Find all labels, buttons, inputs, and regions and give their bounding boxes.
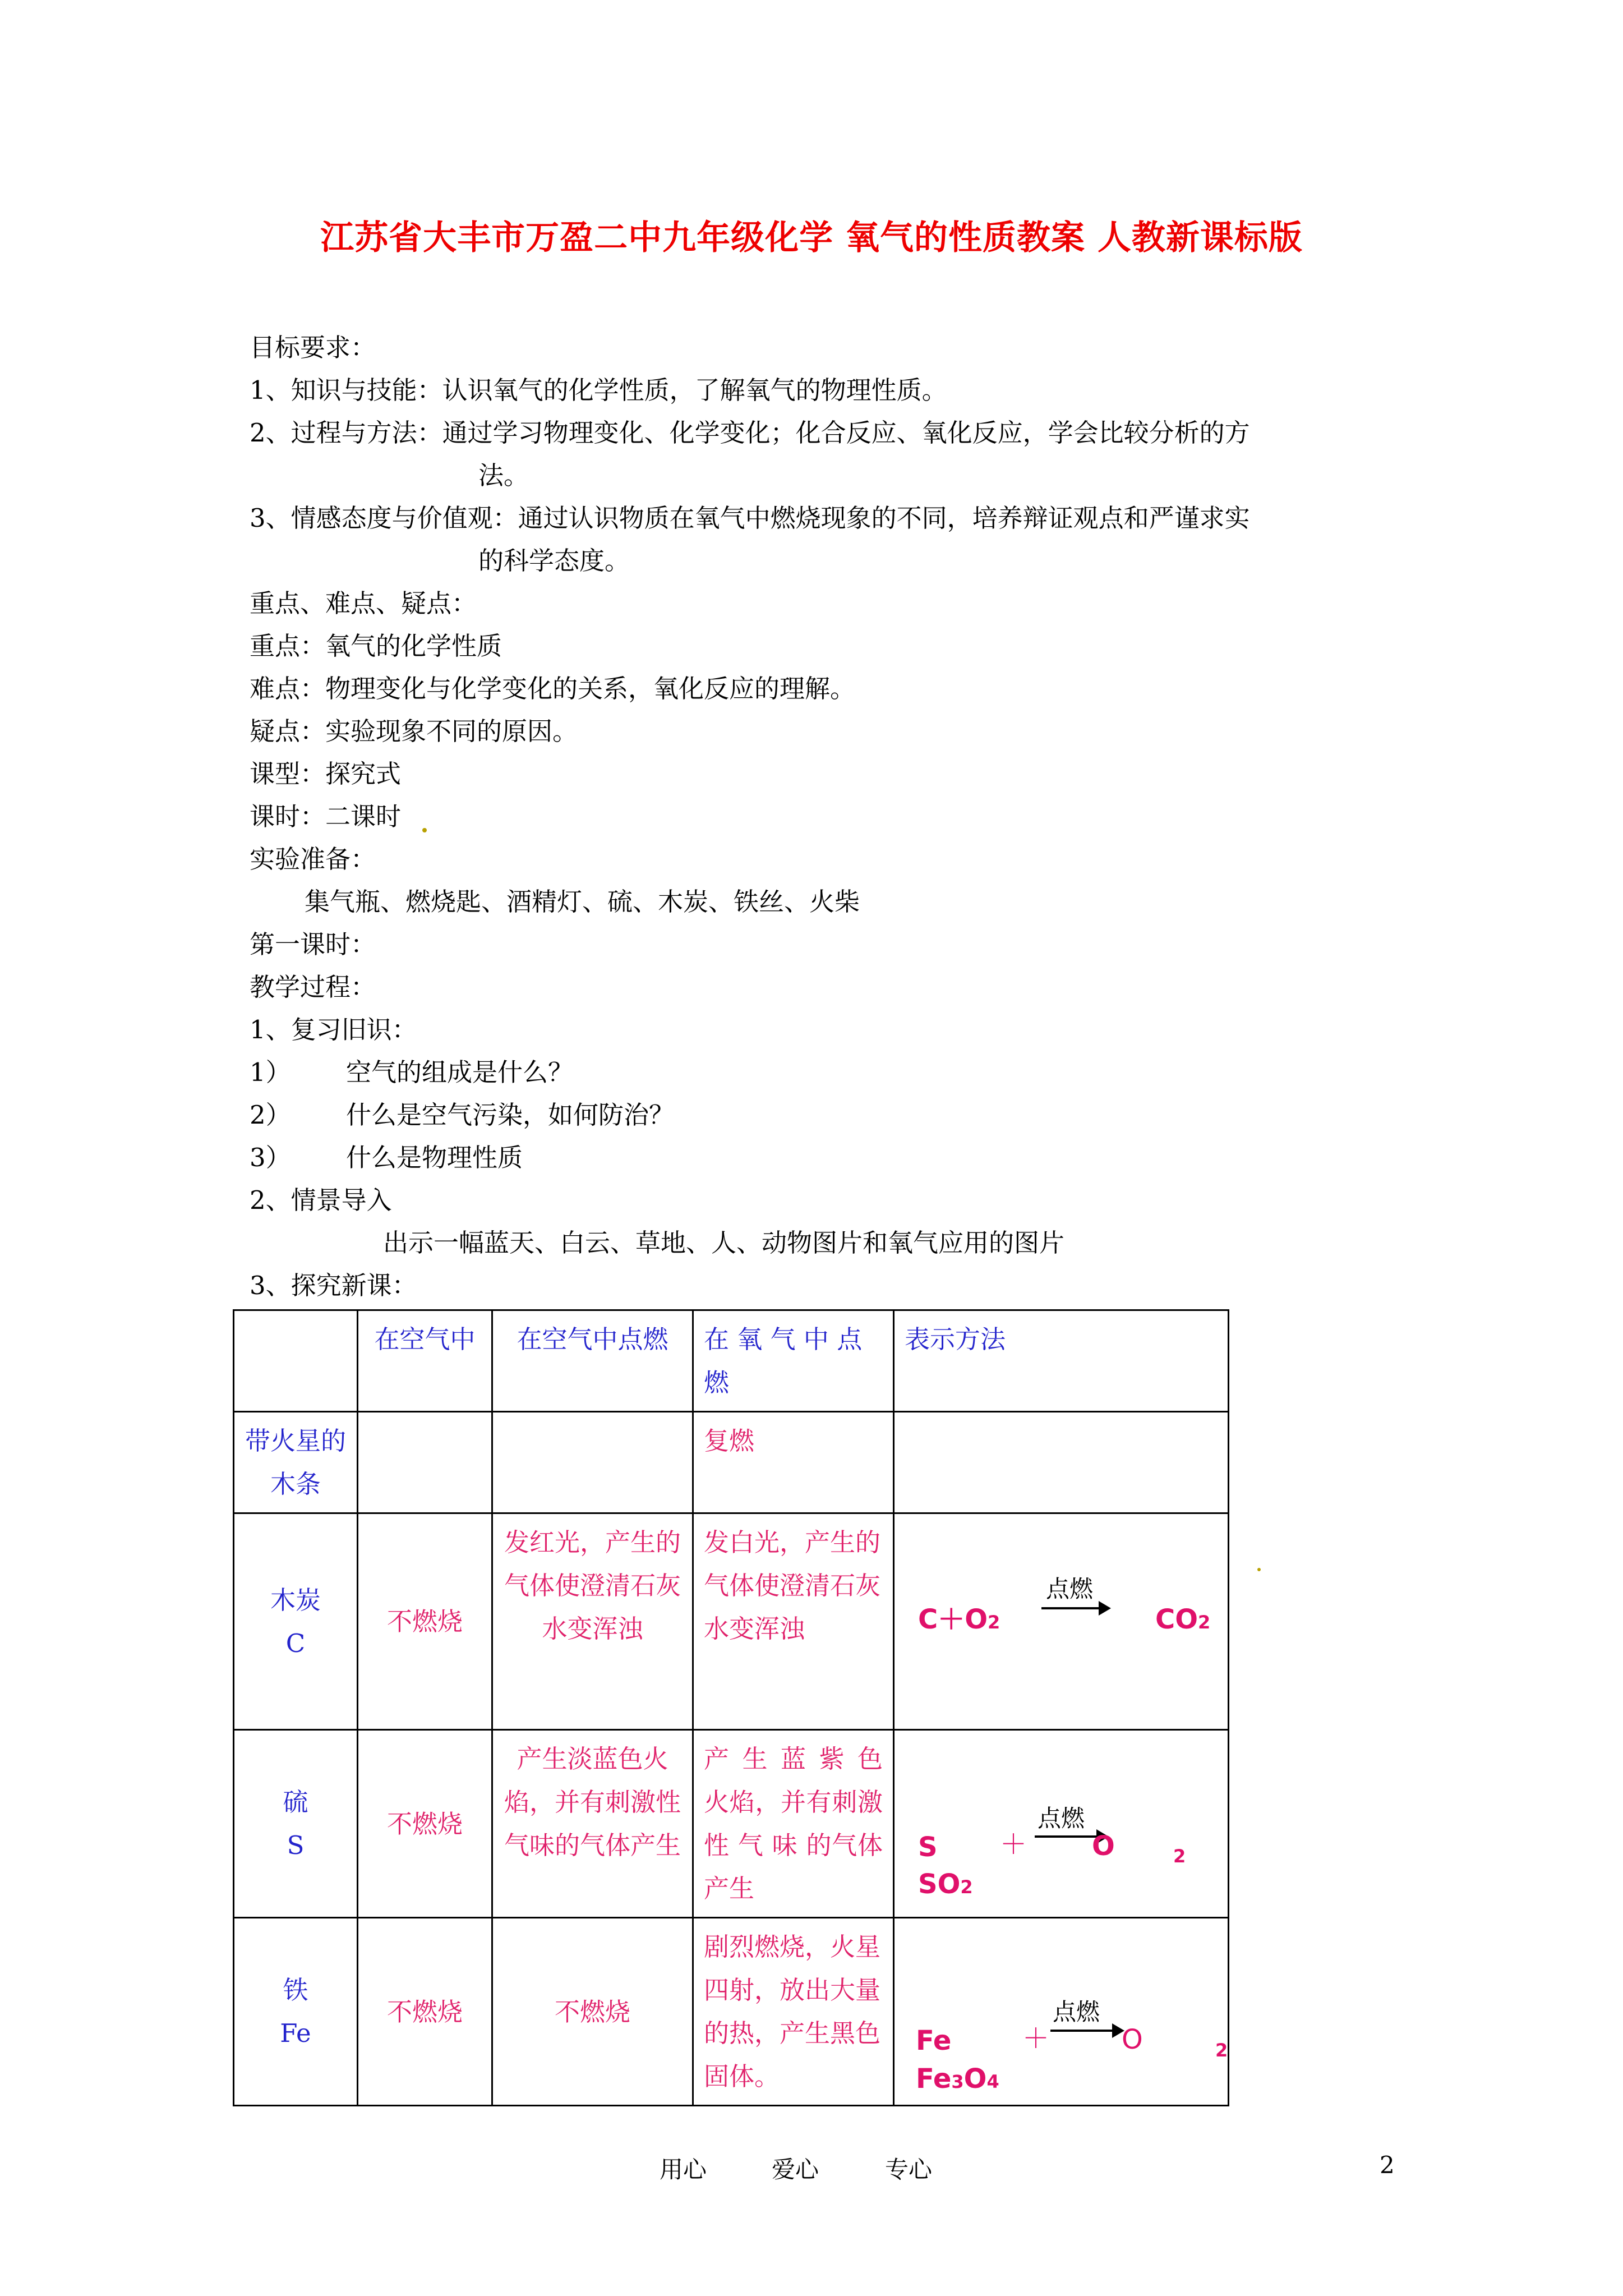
table-cell: 不燃烧 — [358, 1513, 492, 1730]
text-line: 目标要求： — [250, 333, 376, 362]
list-number: 2） — [250, 1100, 291, 1130]
equation-product: CO2 — [1155, 1604, 1211, 1635]
text-line: 2、过程与方法：通过学习物理变化、化学变化；化合反应、氧化反应，学会比较分析的方 — [250, 418, 1250, 448]
equation-reactant: S — [918, 1832, 938, 1863]
equation-cell — [894, 1513, 1229, 1730]
document-title: 江苏省大丰市万盈二中九年级化学 氧气的性质教案 人教新课标版 — [320, 218, 1303, 257]
table-cell — [492, 1412, 693, 1513]
text-line: 什么是物理性质 — [346, 1143, 523, 1172]
table-cell: 剧烈燃烧，火星四射，放出大量的热，产生黑色固体。 — [693, 1918, 894, 2106]
table-header-cell: 在空气中点燃 — [492, 1310, 693, 1412]
subscript: 2 — [1215, 2040, 1228, 2061]
table-header-cell: 表示方法 — [894, 1310, 1229, 1412]
reaction-arrow — [1041, 1607, 1109, 1609]
table-header-cell: 在 氧 气 中 点 燃 — [693, 1310, 894, 1412]
text-line: 难点：物理变化与化学变化的关系，氧化反应的理解。 — [250, 674, 856, 703]
plus-sign: ＋ — [1000, 1829, 1027, 1860]
table-header-cell: 在空气中 — [358, 1310, 492, 1412]
text-line: 1、知识与技能：认识氧气的化学性质，了解氧气的物理性质。 — [250, 375, 947, 405]
table-cell-name — [234, 1513, 358, 1730]
text-line: 第一课时： — [250, 930, 376, 959]
list-number: 3） — [250, 1143, 291, 1172]
page-number: 2 — [1380, 2151, 1395, 2179]
equation-reactants: C＋O2 — [918, 1604, 1000, 1635]
table-cell-name: 带火星的木条 — [234, 1412, 358, 1513]
equation-reactant: Fe — [916, 2025, 952, 2056]
text-line: 1、复习旧识： — [250, 1015, 417, 1045]
text-line: 法。 — [478, 461, 529, 490]
reaction-condition: 点燃 — [1053, 1998, 1100, 2026]
substance-symbol: S — [287, 1830, 305, 1860]
table-cell-name — [234, 1730, 358, 1918]
footer-text: 专心 — [885, 2156, 933, 2183]
text-line: 课时：二课时 — [250, 802, 402, 831]
table-cell: 不燃烧 — [358, 1918, 492, 2106]
text-line: 什么是空气污染，如何防治？ — [346, 1100, 675, 1130]
text-line: 空气的组成是什么？ — [346, 1057, 574, 1087]
table-cell: 产生淡蓝色火焰，并有刺激性气味的气体产生 — [492, 1730, 693, 1918]
text-line: 3、探究新课： — [250, 1271, 417, 1300]
equation-sulfur — [895, 1731, 1228, 1917]
table-header-cell — [234, 1310, 358, 1412]
table-header-row — [234, 1310, 1229, 1412]
table-cell: 复燃 — [693, 1412, 894, 1513]
equation-product: Fe3O4 — [916, 2063, 999, 2095]
experiment-table — [233, 1309, 1229, 2106]
stray-mark — [422, 828, 427, 832]
equation-cell — [894, 1730, 1229, 1918]
substance-name: 木炭 — [270, 1585, 321, 1615]
substance-name: 铁 — [283, 1975, 308, 2005]
plus-sign: ＋ — [1022, 2023, 1050, 2054]
equation-carbon — [895, 1514, 1228, 1729]
footer-text: 爱心 — [772, 2156, 819, 2183]
text-line: 出示一幅蓝天、白云、草地、人、动物图片和氧气应用的图片 — [383, 1228, 1065, 1258]
table-cell: 不燃烧 — [358, 1730, 492, 1918]
table-cell: 发红光，产生的气体使澄清石灰水变浑浊 — [492, 1513, 693, 1730]
text-line: 实验准备： — [250, 844, 376, 874]
table-cell: 产 生 蓝 紫 色火焰，并有刺激 性 气 味 的气体产生 — [693, 1730, 894, 1918]
equation-product: SO2 — [918, 1869, 973, 1900]
table-row — [234, 1730, 1229, 1918]
reaction-arrow — [1050, 2030, 1122, 2032]
text-line: 课型：探究式 — [250, 759, 402, 789]
table-cell — [358, 1412, 492, 1513]
reaction-condition: 点燃 — [1046, 1575, 1094, 1603]
text-line: 重点：氧气的化学性质 — [250, 631, 502, 661]
text-line: 集气瓶、燃烧匙、酒精灯、硫、木炭、铁丝、火柴 — [305, 887, 860, 917]
table-row — [234, 1513, 1229, 1730]
text-line: 疑点：实验现象不同的原因。 — [250, 716, 578, 746]
substance-name: 硫 — [283, 1787, 308, 1817]
table-cell: 发白光，产生的气体使澄清石灰水变浑浊 — [693, 1513, 894, 1730]
text-line: 教学过程： — [250, 972, 376, 1002]
equation-oxygen: O — [1092, 1830, 1115, 1862]
table-cell: 不燃烧 — [492, 1918, 693, 2106]
text-line: 的科学态度。 — [478, 546, 630, 576]
text-line: 2、情景导入 — [250, 1185, 392, 1215]
stray-mark — [1257, 1568, 1261, 1571]
table-cell — [894, 1412, 1229, 1513]
reaction-condition: 点燃 — [1038, 1805, 1085, 1832]
equation-iron — [895, 1918, 1228, 2105]
text-line: 3、情感态度与价值观：通过认识物质在氧气中燃烧现象的不同，培养辩证观点和严谨求实 — [250, 503, 1250, 533]
subscript: 2 — [1173, 1846, 1186, 1867]
table-cell-name — [234, 1918, 358, 2106]
equation-oxygen: O — [1122, 2024, 1143, 2055]
table-row — [234, 1412, 1229, 1513]
text-line: 重点、难点、疑点： — [250, 588, 477, 618]
equation-cell — [894, 1918, 1229, 2106]
table-row — [234, 1918, 1229, 2106]
substance-symbol: C — [285, 1628, 306, 1658]
substance-symbol: Fe — [280, 2018, 311, 2048]
list-number: 1） — [250, 1057, 291, 1087]
footer-text: 用心 — [660, 2156, 707, 2183]
